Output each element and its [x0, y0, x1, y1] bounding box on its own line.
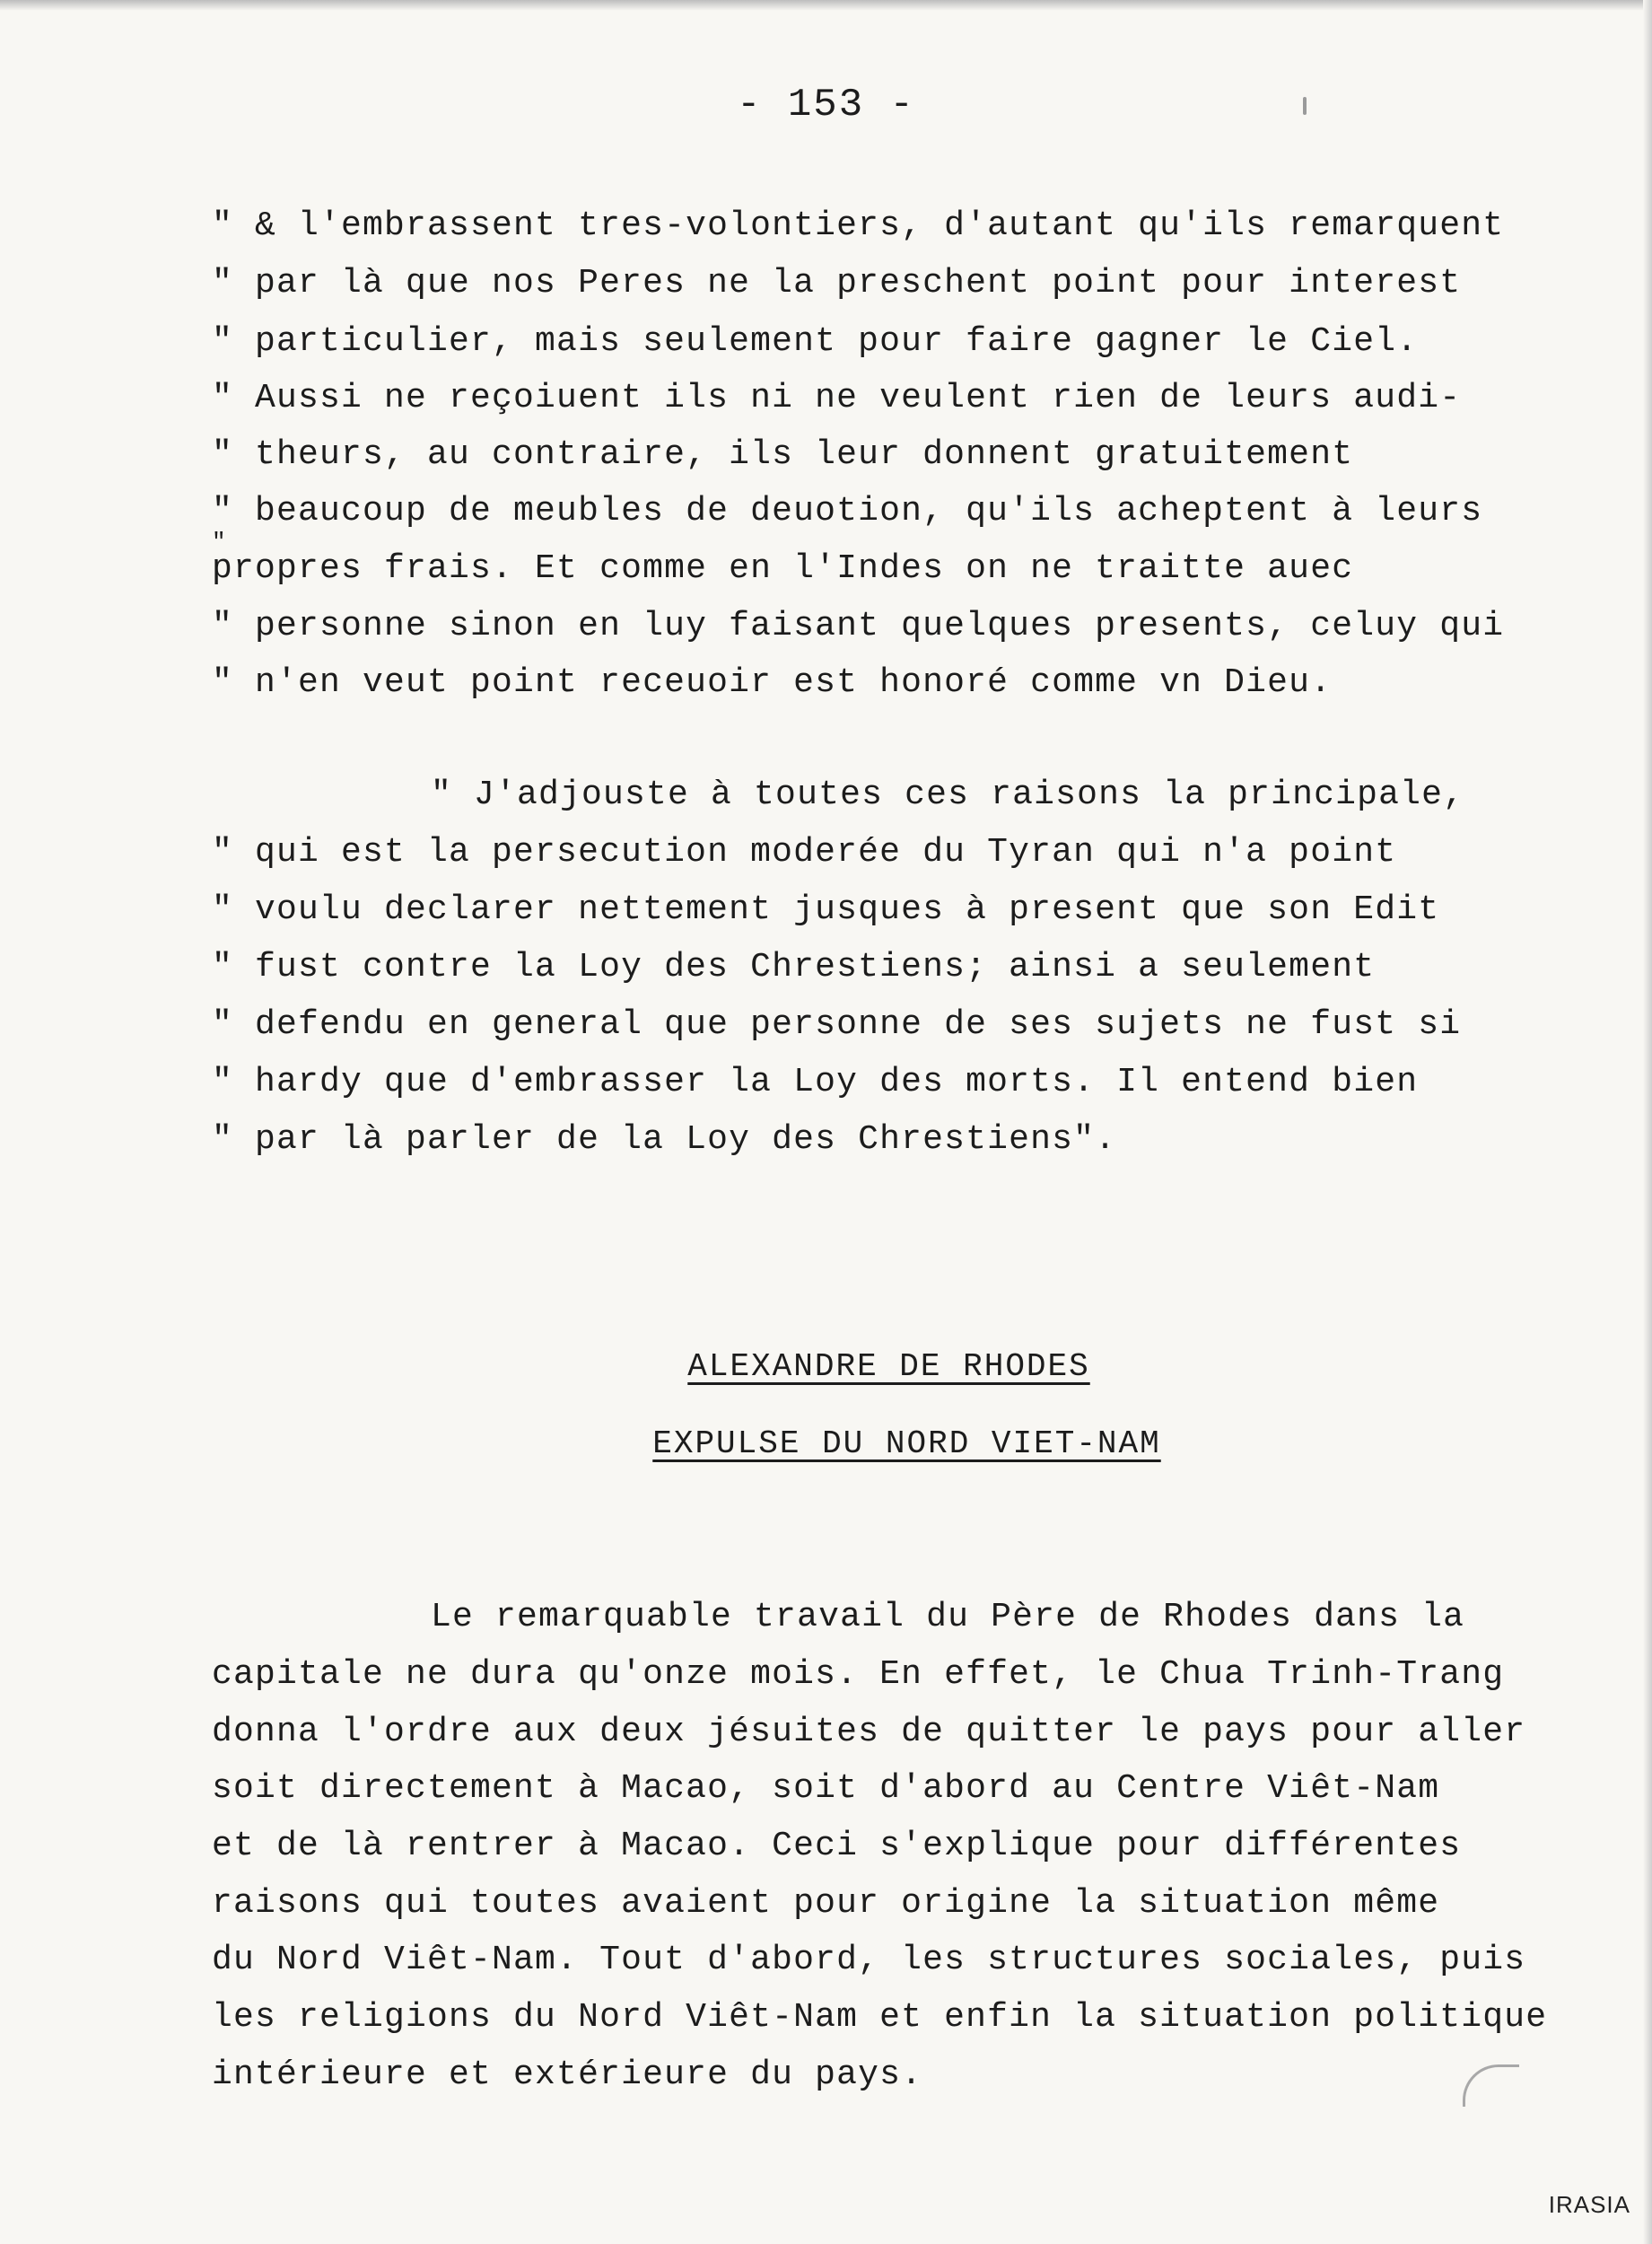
quote-line-1: " & l'embrassent tres-volontiers, d'autant qu'ils remarquent	[212, 206, 1505, 245]
page-number: - 153 -	[737, 83, 915, 127]
quote-line-6: " beaucoup de meubles de deuotion, qu'ils acheptent à leurs	[212, 492, 1483, 530]
section-heading-line-2	[81, 1425, 1652, 1462]
quote2-line-4: " fust contre la Loy des Chrestiens; ainsi a seulement	[212, 948, 1376, 986]
quote2-line-5: " defendu en general que personne de ses sujets ne fust si	[212, 1005, 1462, 1044]
scan-edge-right	[1643, 0, 1652, 2244]
body-line-8: les religions du Nord Viêt-Nam et enfin la situation politique	[212, 1998, 1548, 2037]
quote-line-7: propres frais. Et comme en l'Indes on ne traitte auec	[212, 549, 1354, 588]
scan-corner-mark	[1463, 2064, 1519, 2107]
quote-line-2: " par là que nos Peres ne la preschent point pour interest	[212, 264, 1462, 302]
quote-mark-line: "	[212, 529, 227, 556]
body-line-3: donna l'ordre aux deux jésuites de quitter le pays pour aller	[212, 1713, 1526, 1751]
body-line-7: du Nord Viêt-Nam. Tout d'abord, les structures sociales, puis	[212, 1941, 1526, 1979]
quote-line-3: " particulier, mais seulement pour faire gagner le Ciel.	[212, 322, 1419, 361]
body-line-1: Le remarquable travail du Père de Rhodes dans la	[431, 1598, 1465, 1636]
quote2-line-7: " par là parler de la Loy des Chrestiens".	[212, 1120, 1117, 1159]
quote2-line-6: " hardy que d'embrasser la Loy des morts. Il entend bien	[212, 1063, 1419, 1101]
scan-edge-top	[0, 0, 1652, 11]
section-heading-text-1: ALEXANDRE DE RHODES	[687, 1348, 1090, 1385]
section-heading-line-1	[63, 1348, 1652, 1385]
body-line-6: raisons qui toutes avaient pour origine la situation même	[212, 1884, 1440, 1923]
archive-watermark: IRASIA	[1548, 2191, 1630, 2218]
quote-line-5: " theurs, au contraire, ils leur donnent gratuitement	[212, 435, 1354, 474]
body-line-2: capitale ne dura qu'onze mois. En effet, le Chua Trinh-Trang	[212, 1655, 1505, 1694]
quote2-line-3: " voulu declarer nettement jusques à present que son Edit	[212, 890, 1440, 929]
quote-line-4: " Aussi ne reçoiuent ils ni ne veulent rien de leurs audi-	[212, 379, 1462, 417]
quote2-line-2: " qui est la persecution moderée du Tyran qui n'a point	[212, 833, 1397, 872]
quote2-line-1: " J'adjouste à toutes ces raisons la principale,	[431, 776, 1465, 814]
quote-line-9: " n'en veut point receuoir est honoré comme vn Dieu.	[212, 663, 1333, 702]
body-line-4: soit directement à Macao, soit d'abord au Centre Viêt-Nam	[212, 1769, 1440, 1808]
body-line-9: intérieure et extérieure du pays.	[212, 2056, 923, 2094]
quote-line-8: " personne sinon en luy faisant quelques presents, celuy qui	[212, 607, 1505, 645]
body-line-5: et de là rentrer à Macao. Ceci s'explique pour différentes	[212, 1827, 1462, 1865]
section-heading-text-2: EXPULSE DU NORD VIET-NAM	[652, 1425, 1161, 1462]
